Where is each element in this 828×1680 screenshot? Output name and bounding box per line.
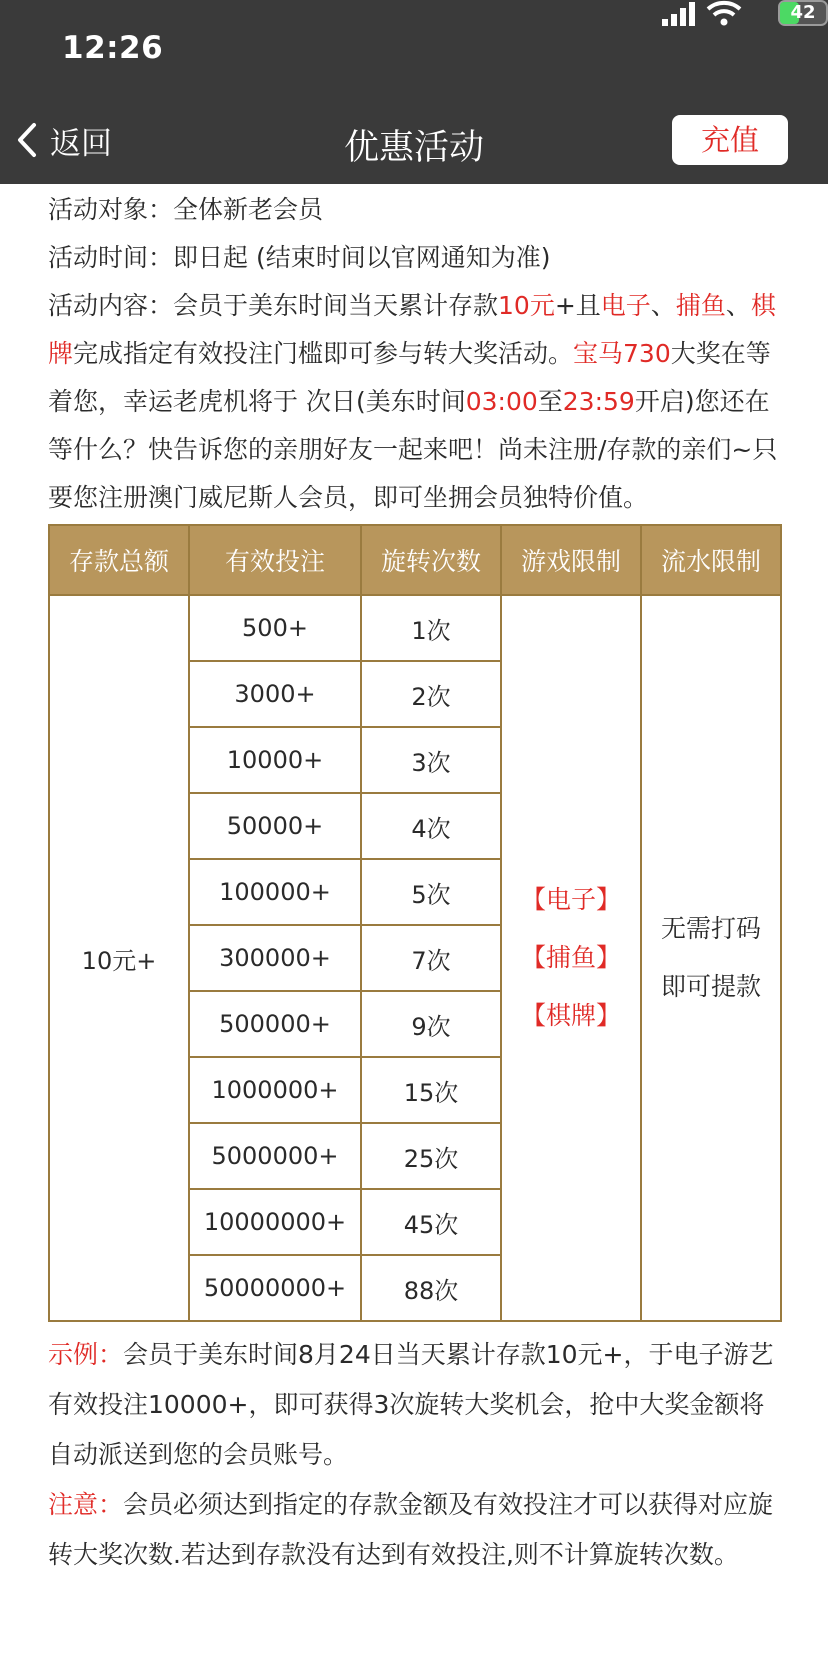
table-body [49, 595, 781, 1321]
game-limit-item: 【棋牌】 [520, 1001, 621, 1030]
battery-level-text: 42 [790, 2, 816, 23]
content-text-segment: 开启)您还在等什么？快告诉您的亲朋好友一起来吧！尚未注册/存款的亲们~只要您注册澳门威尼斯人会员，即可坐拥会员独特价值。 [48, 387, 778, 512]
highlight-text: 23:59 [562, 387, 635, 416]
content-text-segment: 完成指定有效投注门槛即可参与转大奖活动。 [73, 339, 574, 368]
table-header-row [49, 525, 781, 595]
target-value: 全体新老会员 [173, 195, 324, 224]
game-limit-cell [501, 595, 641, 1321]
time-line [48, 234, 780, 282]
cellular-signal-icon [662, 2, 696, 26]
highlight-text: 捕鱼 [675, 291, 726, 320]
highlight-text: 宝马730 [573, 339, 671, 368]
flow-limit-line: 无需打码 [660, 914, 761, 943]
back-label: 返回 [50, 125, 112, 162]
status-time: 12:26 [62, 30, 164, 66]
valid-bet-cell: 3000+ [189, 661, 361, 727]
valid-bet-cell: 5000000+ [189, 1123, 361, 1189]
content-text-segment: 、 [725, 291, 751, 320]
highlight-text: 10元 [498, 291, 555, 320]
spins-cell: 4次 [361, 793, 501, 859]
notes [48, 1330, 780, 1580]
content-text-segment: 大奖在等着您，幸运老虎机将于 次日(美东时间 [48, 339, 771, 416]
spins-cell: 88次 [361, 1255, 501, 1321]
time-value: 即日起 (结束时间以官网通知为准) [173, 243, 551, 272]
time-label: 活动时间： [48, 243, 174, 272]
content-label: 活动内容： [48, 291, 174, 320]
spins-cell: 9次 [361, 991, 501, 1057]
valid-bet-cell: 300000+ [189, 925, 361, 991]
content-text-segment: 至 [537, 387, 563, 416]
valid-bet-cell: 500+ [189, 595, 361, 661]
example-note [48, 1330, 780, 1480]
spins-cell: 3次 [361, 727, 501, 793]
content-text-segment: 会员于美东时间当天累计存款 [173, 291, 499, 320]
header-valid-bet: 有效投注 [189, 525, 361, 595]
target-label: 活动对象： [48, 195, 174, 224]
promo-content [0, 186, 828, 1580]
table-row [49, 595, 781, 661]
highlight-text: 03:00 [465, 387, 538, 416]
target-line [48, 186, 780, 234]
notice-text: 会员必须达到指定的存款金额及有效投注才可以获得对应旋转大奖次数.若达到存款没有达到有效投注,则不计算旋转次数。 [48, 1490, 774, 1569]
notice-note [48, 1480, 780, 1580]
header-spins: 旋转次数 [361, 525, 501, 595]
wifi-icon [706, 0, 742, 26]
valid-bet-cell: 1000000+ [189, 1057, 361, 1123]
game-limit-item: 【捕鱼】 [520, 943, 621, 972]
nav-bar [0, 100, 828, 184]
header-deposit: 存款总额 [49, 525, 189, 595]
example-label: 示例： [48, 1340, 124, 1369]
valid-bet-cell: 50000+ [189, 793, 361, 859]
highlight-text: 棋牌 [48, 291, 776, 368]
spins-cell: 15次 [361, 1057, 501, 1123]
content-text-segment: 、 [650, 291, 676, 320]
valid-bet-cell: 10000+ [189, 727, 361, 793]
valid-bet-cell: 50000000+ [189, 1255, 361, 1321]
header-flow-limit: 流水限制 [641, 525, 781, 595]
content-text [48, 291, 777, 512]
battery-icon [778, 0, 828, 26]
spins-cell: 7次 [361, 925, 501, 991]
spins-cell: 25次 [361, 1123, 501, 1189]
game-limit-item: 【电子】 [520, 885, 621, 914]
status-bar [0, 0, 828, 100]
header-game-limit: 游戏限制 [501, 525, 641, 595]
example-text: 会员于美东时间8月24日当天累计存款10元+，于电子游艺有效投注10000+，即可获得3次旋转大奖机会，抢中大奖金额将自动派送到您的会员账号。 [48, 1340, 774, 1469]
spins-cell: 1次 [361, 595, 501, 661]
promo-table [48, 524, 782, 1322]
spins-cell: 2次 [361, 661, 501, 727]
spins-cell: 45次 [361, 1189, 501, 1255]
flow-limit-cell [641, 595, 781, 1321]
content-text-segment: +且 [554, 291, 601, 320]
notice-label: 注意： [48, 1490, 124, 1519]
valid-bet-cell: 500000+ [189, 991, 361, 1057]
spins-cell: 5次 [361, 859, 501, 925]
valid-bet-cell: 10000000+ [189, 1189, 361, 1255]
deposit-cell: 10元+ [49, 595, 189, 1321]
page-title: 优惠活动 [343, 128, 484, 168]
content-paragraph [48, 282, 780, 522]
highlight-text: 电子 [600, 291, 651, 320]
recharge-button[interactable]: 充值 [672, 115, 788, 165]
valid-bet-cell: 100000+ [189, 859, 361, 925]
flow-limit-line: 即可提款 [660, 972, 761, 1001]
